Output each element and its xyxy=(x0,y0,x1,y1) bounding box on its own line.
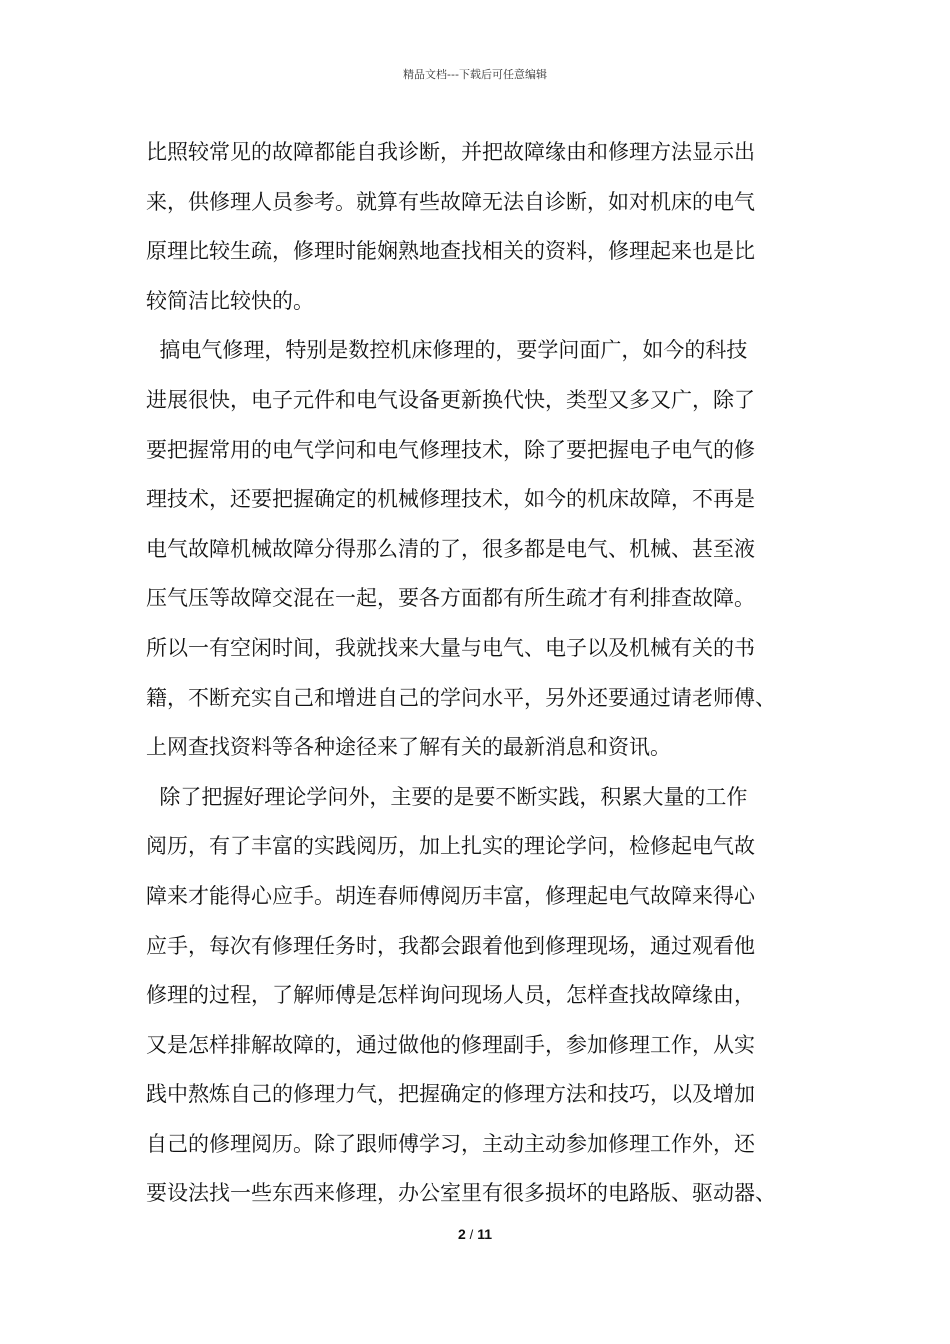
text-line: 搞电气修理，特别是数控机床修理的，要学问面广，如今的科技 xyxy=(146,338,748,363)
total-pages: 11 xyxy=(477,1226,492,1242)
page-separator: / xyxy=(469,1227,474,1242)
current-page: 2 xyxy=(457,1226,466,1242)
text-line: 来，供修理人员参考。就算有些故障无法自诊断，如对机床的电气 xyxy=(146,189,755,214)
page-header: 精品文档---下载后可任意编辑 xyxy=(403,68,547,81)
text-line: 所以一有空闲时间，我就找来大量与电气、电子以及机械有关的书 xyxy=(146,635,755,660)
text-line: 籍，不断充实自己和增进自己的学问水平，另外还要通过请老师傅、 xyxy=(146,685,776,710)
text-line: 进展很快，电子元件和电气设备更新换代快，类型又多又广，除了 xyxy=(146,387,755,412)
text-line: 比照较常见的故障都能自我诊断，并把故障缘由和修理方法显示出 xyxy=(146,140,755,164)
text-line: 要设法找一些东西来修理，办公室里有很多损坏的电路版、驱动器、 xyxy=(146,1181,776,1206)
page-number xyxy=(0,1226,950,1242)
text-line: 除了把握好理论学问外，主要的是要不断实践，积累大量的工作 xyxy=(146,784,748,809)
text-line: 要把握常用的电气学问和电气修理技术，除了要把握电子电气的修 xyxy=(146,437,755,462)
text-line: 自己的修理阅历。除了跟师傅学习，主动主动参加修理工作外，还 xyxy=(146,1131,755,1156)
text-line: 应手，每次有修理任务时，我都会跟着他到修理现场，通过观看他 xyxy=(146,933,755,958)
text-line: 践中熬炼自己的修理力气，把握确定的修理方法和技巧，以及增加 xyxy=(146,1082,755,1107)
text-line: 理技术，还要把握确定的机械修理技术，如今的机床故障，不再是 xyxy=(146,487,755,512)
document-body xyxy=(146,128,826,1219)
text-line: 障来才能得心应手。胡连春师傅阅历丰富，修理起电气故障来得心 xyxy=(146,883,755,908)
text-line: 电气故障机械故障分得那么清的了，很多都是电气、机械、甚至液 xyxy=(146,536,755,561)
text-line: 较简洁比较快的。 xyxy=(146,288,314,313)
text-line: 压气压等故障交混在一起，要各方面都有所生疏才有利排查故障。 xyxy=(146,586,755,611)
text-line: 阅历，有了丰富的实践阅历，加上扎实的理论学问，检修起电气故 xyxy=(146,834,755,859)
text-line: 修理的过程，了解师傅是怎样询问现场人员，怎样查找故障缘由， xyxy=(146,983,755,1008)
text-line: 上网查找资料等各种途径来了解有关的最新消息和资讯。 xyxy=(146,735,671,760)
text-line: 原理比较生疏，修理时能娴熟地查找相关的资料，修理起来也是比 xyxy=(146,239,755,264)
text-line: 又是怎样排解故障的，通过做他的修理副手，参加修理工作，从实 xyxy=(146,1032,755,1057)
